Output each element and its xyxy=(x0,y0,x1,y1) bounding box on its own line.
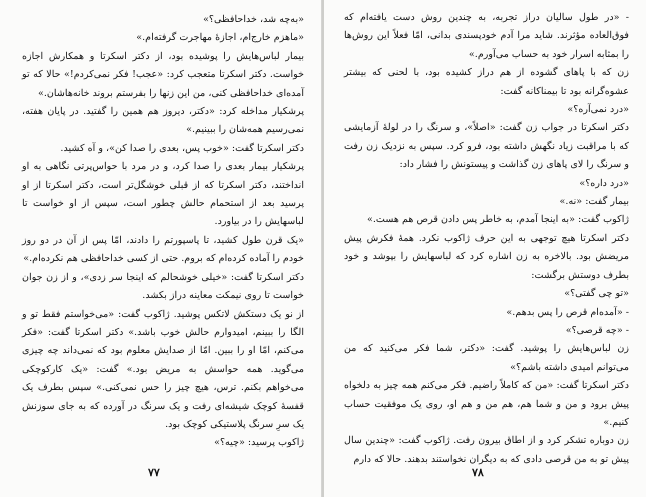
page-number: ۷۷ xyxy=(148,466,160,479)
paragraph: بیمار لباس‌هایش را پوشیده بود، از دکتر اسکرتا و همکارش اجازه خواست. دکتر اسکرتا متعجب کرد: «عجب! فکر نمی‌کردم!» حالا که تو آمده‌ای خداحافظی کنی، من این زنها را بفرستم بروند خانه‌هاشان.» xyxy=(22,50,304,99)
paragraph: زن که با پاهای گشوده از هم دراز کشیده بود، با لحنی که بیشتر عشوه‌گرانه بود تا بیمناکانه گفت: xyxy=(344,67,629,97)
page-number: ۷۸ xyxy=(472,466,484,479)
left-page-text xyxy=(22,11,304,453)
paragraph: دکتر اسکرتا گفت: «من که کاملاً راضیم. فکر می‌کنم همه چیز به دلخواه پیش برود و من و شما هم، هم من و هم او، روی یک موفقیت حساب کنیم.» xyxy=(344,380,629,428)
paragraph: ژاکوب پرسید: «چیه؟» xyxy=(214,437,304,449)
paragraph: دکتر اسکرتا گفت: «خیلی خوشحالم که اینجا سر زدی»، و از زن جوان خواست تا روی نیمکت معاینه دراز بکشد. xyxy=(22,271,304,302)
paragraph: دکتر اسکرتا گفت: «خوب پس، بعدی را صدا کن»، و آه کشید. xyxy=(60,142,304,154)
paragraph: دکتر اسکرتا هیچ توجهی به این حرف ژاکوب نکرد. همهٔ فکرش پیش مریضش بود. بالاخره به زن اشاره کرد که لباسهایش را بپوشد و خود بطرف دوستش برگشت: xyxy=(344,232,629,281)
paragraph: - «چه قرصی؟» xyxy=(565,324,629,336)
right-page-text xyxy=(344,9,629,469)
paragraph: زن دوباره تشکر کرد و از اطاق بیرون رفت. ژاکوب گفت: «چندین سال پیش تو به من قرصی دادی که به دیگران نخواستند بدهند. حالا که دارم xyxy=(344,435,629,465)
paragraph: «به‌چه شد، خداحافظی؟» xyxy=(203,14,304,25)
paragraph: پرشکیار بیمار بعدی را صدا کرد، و در مرد با حواس‌پرتی نگاهی به او انداختند، دکتر اسکرتا که از قبلی خوشگل‌تر است، دکتر اسکرتا از او پرسید بعد از استحمام حالش چطور است، سپس از او خواست تا لباسهایش را در بیاورد. xyxy=(22,161,304,228)
paragraph: از نو یک دستکش لاتکس پوشید. ژاکوب گفت: «می‌خواستم فقط تو و الگا را ببینم، امیدوارم حالش خوب باشد.» دکتر اسکرتا گفت: «فکر می‌کنم، امّا او را ببین. امّا از صدایش معلوم بود که نمی‌داند چه چیزی می‌گوید. همه حواسش به مریض بود.» گفت: «یک کارکوچکی می‌خواهم بکنم. ترس، هیچ چیز را حس نمی‌کنی.» سپس بطرف یک قفسهٔ کوچک شیشه‌ای رفت و یک سرنگ در آورده که به جای سوزنش یک سرِ سرنگ پلاستیکی کوچک بود. xyxy=(22,308,304,430)
paragraph: دکتر اسکرتا در جواب زن گفت: «اصلاً»، و سرنگ را در لولهٔ آزمایشی که با مراقبت زیاد نگهش داشته بود، فرو کرد. سپس به نزدیک زن رفت و سرنگ را لای پاهای زن گذاشت و پیستونش را فشار داد: xyxy=(344,122,629,171)
paragraph: «تو چی گفتی؟» xyxy=(564,288,629,300)
left-page xyxy=(0,0,322,497)
paragraph: «ماهزم خارج‌ام، اجازهٔ مهاجرت گرفته‌ام.» xyxy=(136,32,304,44)
paragraph: زن لباس‌هایش را پوشید. گفت: «دکتر، شما فکر می‌کنید که من می‌توانم امیدی داشته باشم؟» xyxy=(344,343,629,373)
paragraph: پرشکیار مداخله کرد: «دکتر، دیروز هم همین را گفتید. در پایان هفته، نمی‌رسیم همه‌شان را ببینیم.» xyxy=(22,106,304,136)
paragraph: «درد داره؟» xyxy=(579,177,629,189)
paragraph: «یک قرن طول کشید، تا پاسپورتم را دادند، امّا پس از آن در دو روز خودم را آماده کرده‌ام که بروم. حتی از کسی خداحافظی هم نکرده‌ام.» xyxy=(22,234,304,265)
paragraph: ژاکوب گفت: «به اینجا آمدم، به خاطر پس دادن قرص هم هست.» xyxy=(366,214,629,226)
paragraph: بیمار گفت: «نه.» xyxy=(559,196,629,208)
paragraph: - «در طول سالیان دراز تجربه، به چندین روش دست یافته‌ام که فوق‌العاده مؤثرند. شاید مرا آدم خودپسندی بدانی، امّا فعلاً این روش‌ها را بمثابه اسرار خود به حساب می‌آورم.» xyxy=(344,12,629,60)
right-page xyxy=(324,0,646,497)
paragraph: - «آمده‌ام قرص را پس بدهم.» xyxy=(506,306,629,318)
paragraph: «درد نمی‌آره؟» xyxy=(567,104,629,116)
